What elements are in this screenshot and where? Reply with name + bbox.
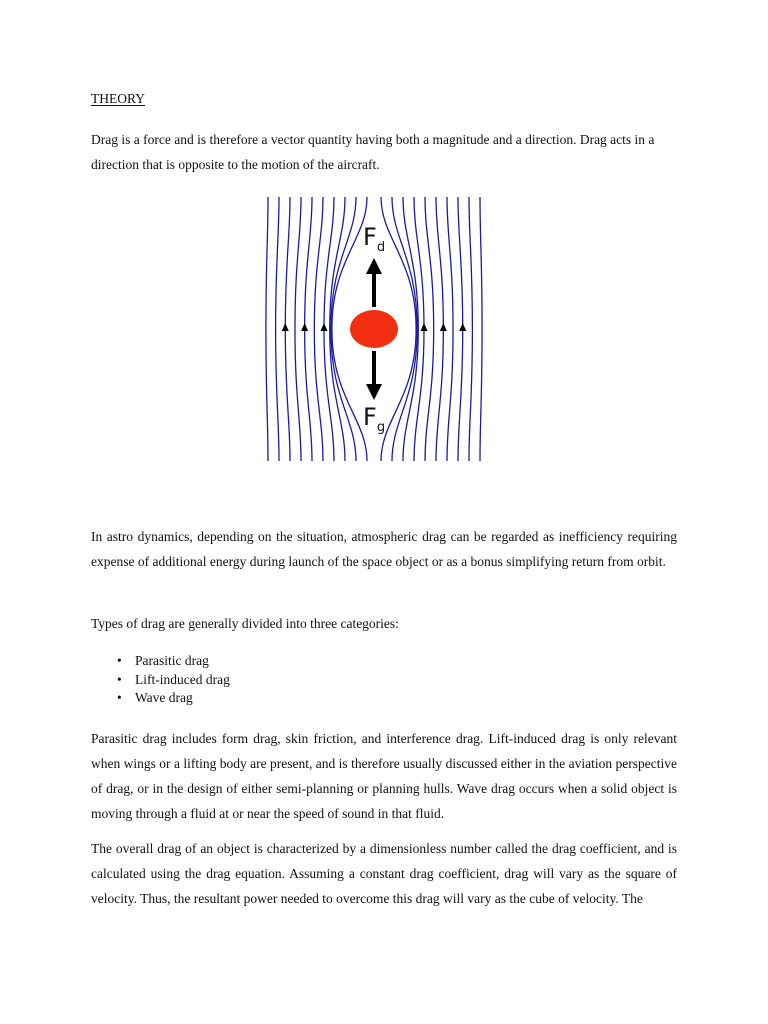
- flow-arrow: [321, 323, 328, 331]
- streamline-diagram: [262, 195, 490, 465]
- flow-arrow: [301, 323, 308, 331]
- drag-types-list: [91, 652, 230, 708]
- drag-coefficient-paragraph: The overall drag of an object is characterized by a dimensionless number called the drag coefficient, and is calculated using the drag equation. Assuming a constant drag coefficient, drag will vary as the square of velocity. Thus, the resultant power needed to overcome this drag will vary as the cube of velocity. The: [91, 841, 677, 906]
- flow-arrow: [459, 323, 466, 331]
- list-item-text: Lift-induced drag: [135, 671, 230, 687]
- list-item-text: Wave drag: [135, 690, 193, 705]
- section-heading: THEORY: [91, 91, 145, 106]
- streamline: [469, 197, 472, 461]
- streamline: [480, 197, 482, 461]
- bullet-dot: •: [117, 690, 122, 705]
- gravity-force-label: $F_g$: [363, 403, 386, 435]
- drag-streamline-figure: [262, 195, 490, 465]
- list-item: [91, 652, 230, 671]
- drag-force-label: $F_d$: [363, 223, 386, 255]
- intro-paragraph: Drag is a force and is therefore a vector quantity having both a magnitude and a direction. Drag acts in a direction that is opposite to the motion of the aircraft.: [91, 132, 655, 172]
- flow-arrow: [282, 323, 289, 331]
- streamline: [295, 197, 301, 461]
- streamline: [447, 197, 453, 461]
- flow-arrow: [421, 323, 428, 331]
- bullet-dot: •: [117, 653, 122, 668]
- gravity-force-arrow: [366, 351, 382, 400]
- types-intro-paragraph: Types of drag are generally divided into three categories:: [91, 616, 399, 631]
- astro-dynamics-paragraph: In astro dynamics, depending on the situation, atmospheric drag can be regarded as inefficiency requiring expense of additional energy during launch of the space object or as a bonus simplifying return from orbit.: [91, 529, 677, 569]
- bullet-dot: •: [117, 671, 122, 687]
- list-item-text: Parasitic drag: [135, 653, 209, 668]
- streamline: [266, 197, 268, 461]
- drag-force-arrow: [366, 258, 382, 307]
- list-item: [91, 689, 230, 708]
- drag-types-paragraph: Parasitic drag includes form drag, skin friction, and interference drag. Lift-induced drag is only relevant when wings or a lifting body are present, and is therefore usually discussed either in the aviation perspective of drag, or in the design of either semi-planning or planning hulls. Wave drag occurs when a solid object is moving through a fluid at or near the speed of sound in that fluid.: [91, 731, 677, 821]
- list-item: [91, 671, 230, 690]
- object-ball: [350, 310, 398, 348]
- flow-arrow: [440, 323, 447, 331]
- streamline: [276, 197, 279, 461]
